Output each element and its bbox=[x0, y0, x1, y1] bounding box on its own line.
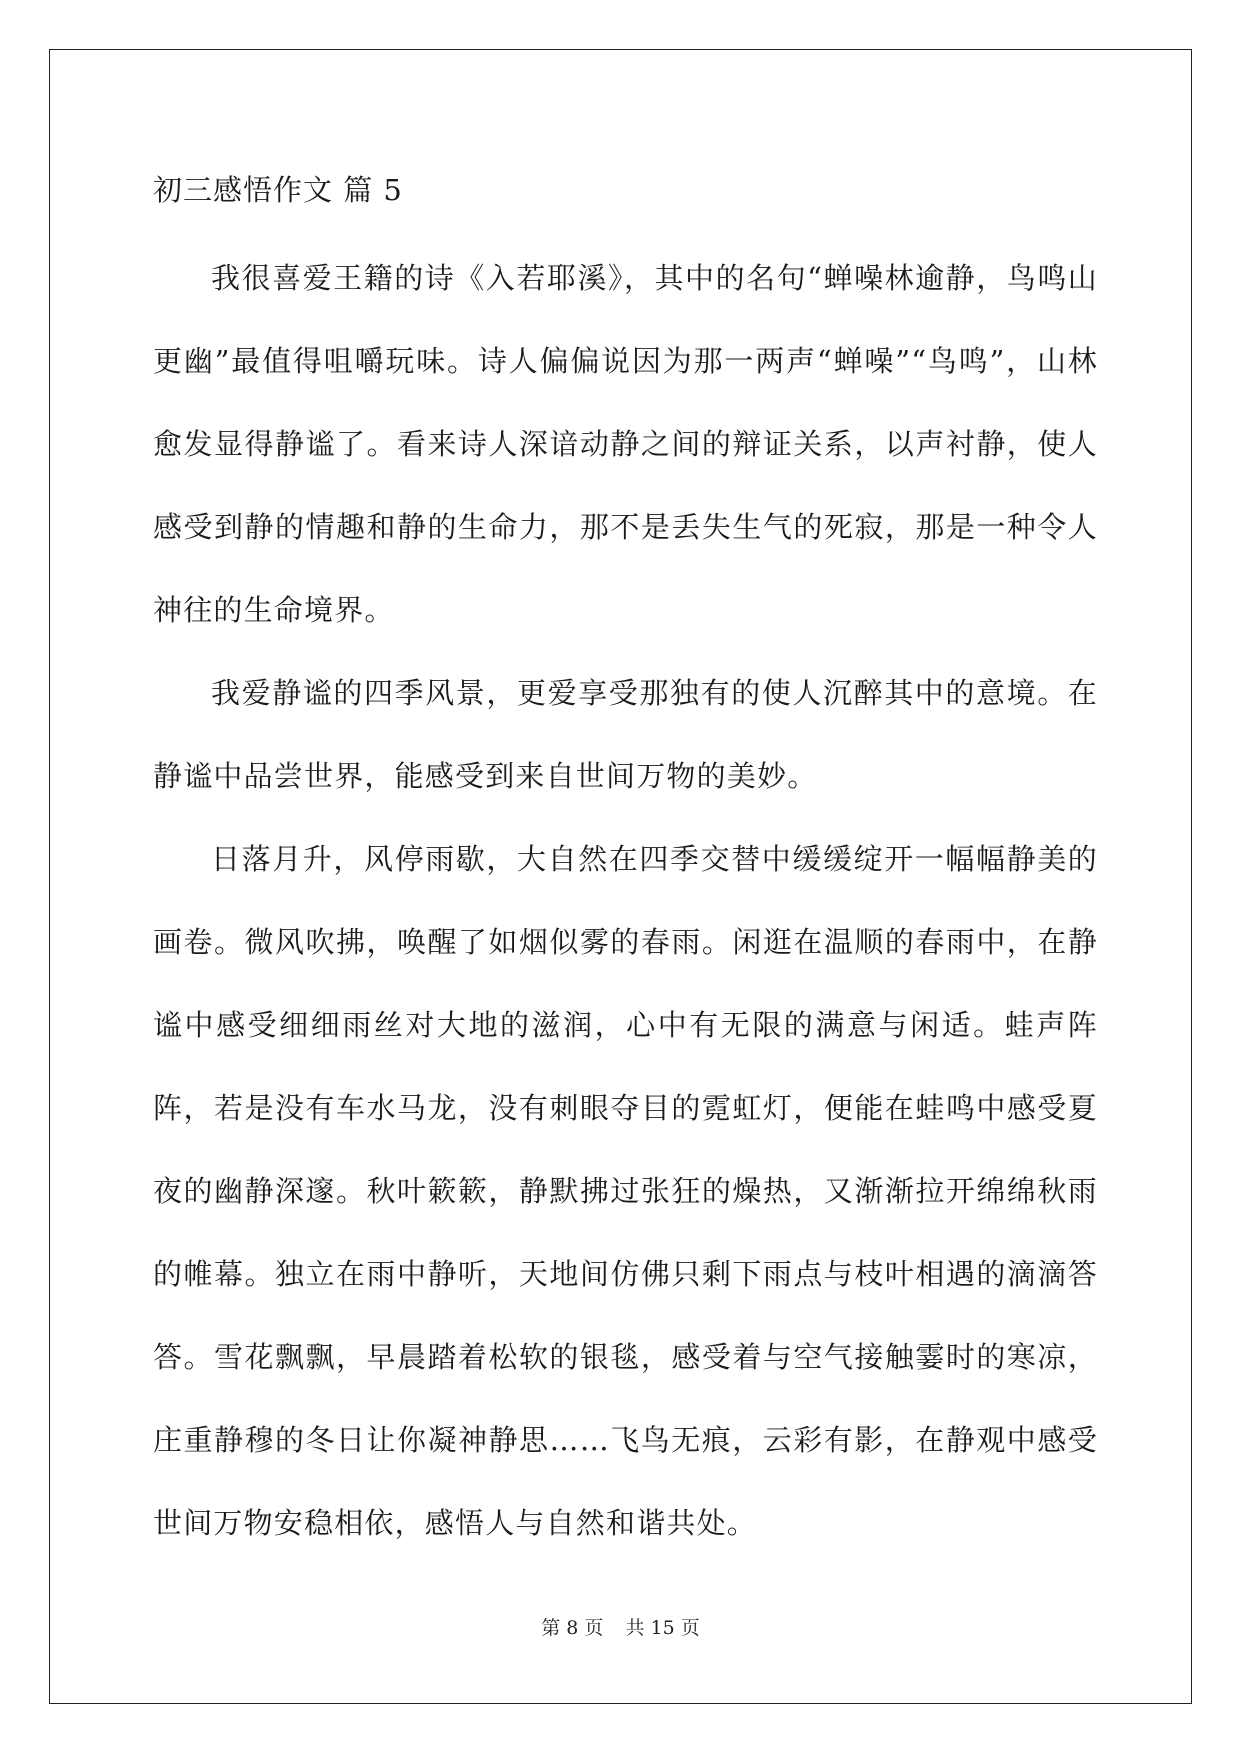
page-total: 共 15 页 bbox=[625, 1617, 700, 1639]
paragraph-1: 我很喜爱王籍的诗《入若耶溪》，其中的名句“蝉噪林逾静，鸟鸣山更幽”最值得咀嚼玩味。诗人偏偏说因为那一两声“蝉噪”“鸟鸣”，山林愈发显得静谧了。看来诗人深谙动静之间的辩证关系，以声衬静，使人感受到静的情趣和静的生命力，那不是丢失生气的死寂，那是一种令人神往的生命境界。 bbox=[153, 261, 1098, 627]
page-footer bbox=[0, 1613, 1241, 1640]
page-number: 第 8 页 bbox=[541, 1617, 604, 1639]
document-body bbox=[153, 168, 1098, 1565]
paragraph-3: 日落月升，风停雨歇，大自然在四季交替中缓缓绽开一幅幅静美的画卷。微风吹拂，唤醒了如烟似雾的春雨。闲逛在温顺的春雨中，在静谧中感受细细雨丝对大地的滋润，心中有无限的满意与闲适。蛙声阵阵，若是没有车水马龙，没有刺眼夺目的霓虹灯，便能在蛙鸣中感受夏夜的幽静深邃。秋叶簌簌，静默拂过张狂的燥热，又渐渐拉开绵绵秋雨的帷幕。独立在雨中静听，天地间仿佛只剩下雨点与枝叶相遇的滴滴答答。雪花飘飘，早晨踏着松软的银毯，感受着与空气接触霎时的寒凉，庄重静穆的冬日让你凝神静思……飞鸟无痕，云彩有影，在静观中感受世间万物安稳相依，感悟人与自然和谐共处。 bbox=[153, 842, 1098, 1540]
paragraph-2: 我爱静谧的四季风景，更爱享受那独有的使人沉醉其中的意境。在静谧中品尝世界，能感受到来自世间万物的美妙。 bbox=[153, 676, 1098, 793]
essay-heading: 初三感悟作文 篇 5 bbox=[153, 173, 403, 207]
